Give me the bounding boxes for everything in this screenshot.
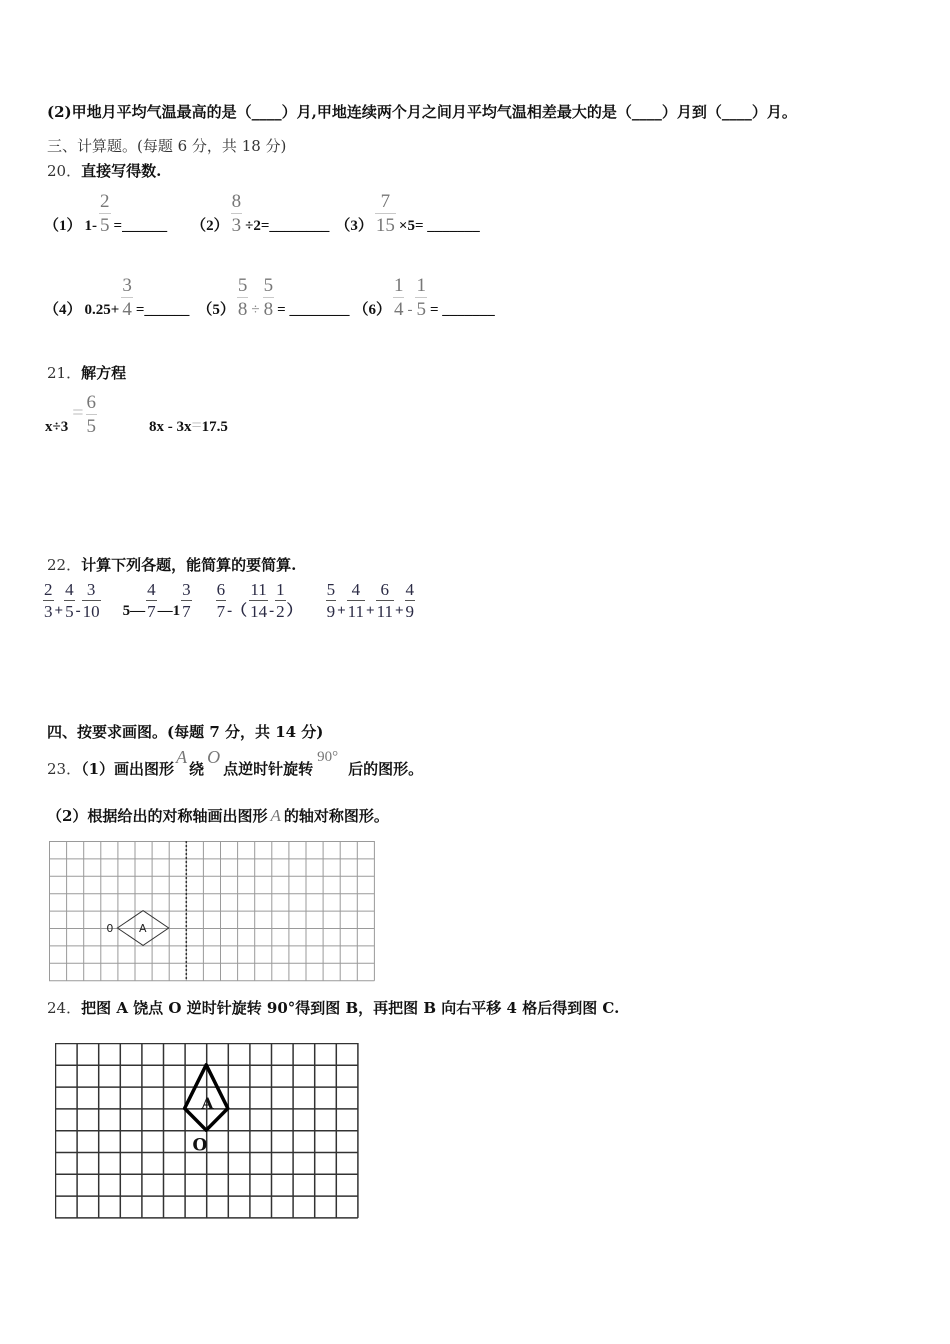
q20-heading [47,161,161,181]
shape-a-label: A [139,922,147,935]
item-prefix: 0.25+ [84,302,120,318]
operator: - [407,302,413,318]
operator: - [75,603,81,619]
fraction: $\frac{5}{8}$ [263,275,274,320]
expression-text: —1 [157,603,181,619]
operator: ÷ [251,302,260,318]
q20-row1 [44,191,480,236]
q23-grid[interactable] [49,841,376,982]
fraction: $\frac{4}{11}$ [347,580,365,621]
fraction: $\frac{4}{9}$ [405,580,415,621]
fraction: $\frac{2}{3}$ [44,580,53,621]
q22-expressions [43,580,415,621]
answer-blank[interactable]: =______ [113,218,168,234]
q22-title: 计算下列各题，能简算的要简算. [81,556,297,574]
q23-part2: （2）根据给出的对称轴画出图形 A 的轴对称图形。 [47,806,389,825]
fraction: $\frac{4}{7}$ [147,580,156,621]
section3-heading: 三、计算题。(每题 6 分，共 18 分) [47,137,287,155]
q19-part2: (2)甲地月平均气温最高的是（____）月,甲地连续两个月之间月平均气温相差最大的是（____）月到（____）月。 [47,103,797,121]
fraction: $\frac{5}{8}$ [237,275,248,320]
fraction: $\frac{1}{4}$ [393,275,404,320]
fraction: $\frac{1}{2}$ [276,580,285,621]
fraction: $\frac{6}{11}$ [376,580,393,621]
fraction: $\frac{8}{3}$ [231,191,242,236]
point-o-label: O [192,1135,208,1156]
operator: + [394,603,404,619]
fraction: $\frac{1}{5}$ [416,275,426,320]
item-label: （5） [197,302,235,318]
q22-heading [47,555,296,575]
fraction: $\frac{11}{14}$ [250,580,268,621]
fraction: $\frac{3}{4}$ [122,275,132,320]
equation2: 8x - 3x=17.5 [149,415,228,435]
item-label: （3） [335,218,373,234]
fraction: $\frac{7}{15}$ [375,191,395,236]
fraction: $\frac{3}{7}$ [182,580,191,621]
answer-blank[interactable]: =______ [135,302,190,318]
section4-heading: 四、按要求画图。(每题 7 分，共 14 分) [47,723,324,741]
q20-title: 直接写得数. [81,162,162,180]
q20-row2 [44,275,495,320]
expression-text: 5— [122,603,146,619]
equation1-left: x÷3 [45,419,69,435]
q21-heading [47,363,126,383]
q22-number: 22． [47,556,82,574]
fraction: $\frac{5}{9}$ [326,580,336,621]
answer-blank[interactable]: = ________ [277,302,350,318]
item-label: （4） [44,302,82,318]
equals-sign: = [72,402,84,424]
operator: - [269,603,275,619]
q23-part1: 23．（1）画出图形A绕O点逆时针旋转90°后的图形。 [47,747,424,778]
answer-blank[interactable]: = _______ [429,302,495,318]
q24-grid[interactable] [55,1043,359,1219]
item-label: （6） [353,302,391,318]
q21-title: 解方程 [81,364,127,382]
item-label: （2） [191,218,229,234]
q21-number: 21． [47,364,82,382]
answer-blank[interactable]: ÷2=________ [245,218,330,234]
fraction: $\frac{4}{5}$ [65,580,74,621]
q21-equations [45,392,228,437]
fraction: $\frac{6}{5}$ [86,392,97,437]
fraction: $\frac{6}{7}$ [216,580,226,621]
expression-text: ） [286,603,302,619]
item-prefix: 1- [84,218,98,234]
operator: + [54,603,64,619]
q20-number: 20． [47,162,82,180]
expression-text: -（ [227,603,248,619]
fraction: $\frac{2}{5}$ [100,191,110,236]
q24-text: 24．把图 A 饶点 O 逆时针旋转 90°得到图 B，再把图 B 向右平移 4 格后得到图 C. [47,999,620,1017]
point-o-label: 0 [106,922,114,935]
operator: + [366,603,375,619]
fraction: $\frac{3}{10}$ [82,580,100,621]
shape-a-label: A [201,1093,214,1113]
operator: + [337,603,346,619]
item-label: （1） [44,218,82,234]
answer-blank[interactable]: ×5= _______ [398,218,480,234]
